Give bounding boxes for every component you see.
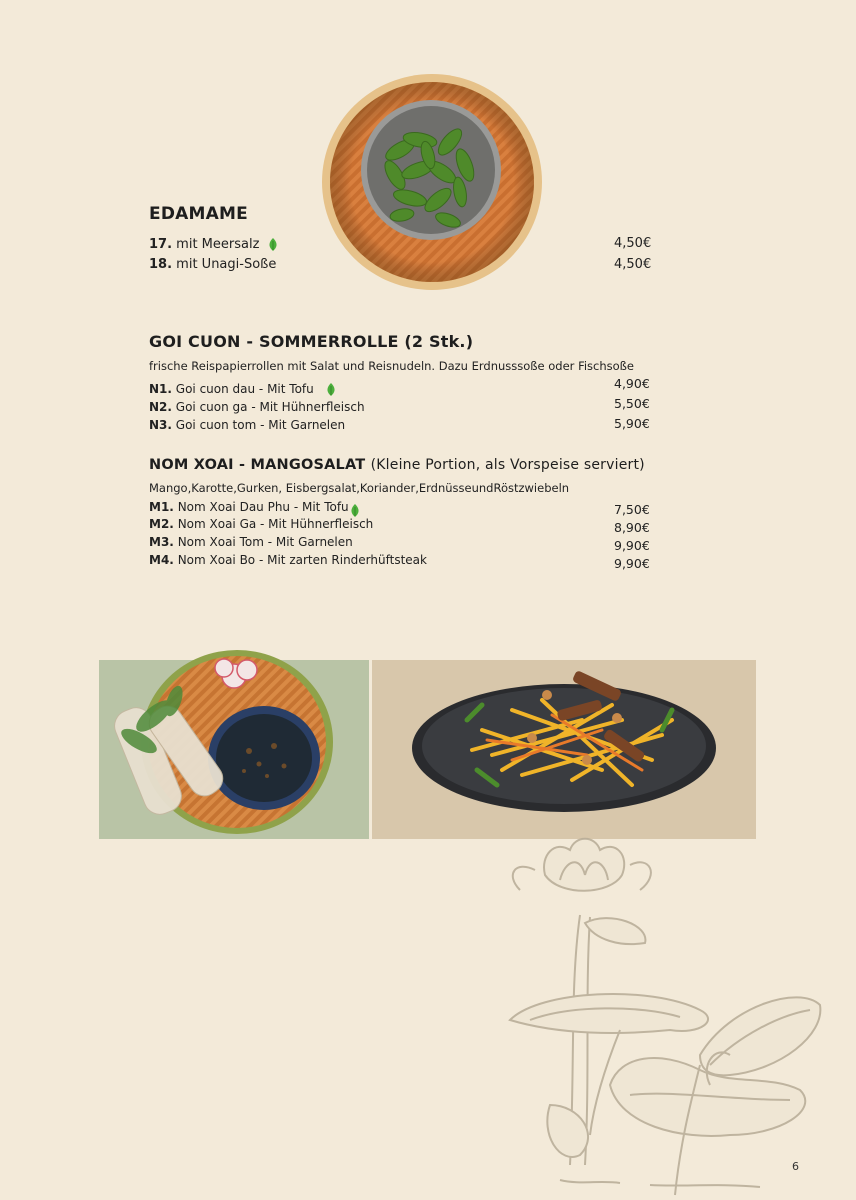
item-number: N2. (149, 400, 172, 414)
page-number: 6 (792, 1160, 799, 1173)
item-name: mit Unagi-Soße (176, 257, 277, 272)
leaf-icon (268, 238, 278, 251)
item-number: M2. (149, 517, 174, 531)
menu-item-17 (149, 237, 278, 252)
menu-item-n3 (149, 418, 345, 432)
item-number: M4. (149, 553, 174, 567)
price-17: 4,50€ (614, 236, 652, 251)
price-m4: 9,90€ (614, 556, 650, 571)
leaf-icon (350, 504, 360, 517)
price-m1: 7,50€ (614, 502, 650, 517)
goi-cuon-heading: GOI CUON - SOMMERROLLE (2 Stk.) (149, 332, 474, 351)
nom-xoai-title: NOM XOAI - MANGOSALAT (149, 457, 366, 473)
item-name: Goi cuon dau - Mit Tofu (175, 382, 314, 396)
price-n3: 5,90€ (614, 416, 650, 431)
edamame-photo (320, 70, 544, 292)
menu-item-m3 (149, 535, 353, 549)
item-name: mit Meersalz (176, 237, 260, 252)
item-number: M3. (149, 535, 174, 549)
edamame-heading: EDAMAME (149, 204, 248, 224)
item-number: M1. (149, 500, 174, 514)
item-name: Nom Xoai Tom - Mit Garnelen (177, 535, 353, 549)
price-n1: 4,90€ (614, 376, 650, 391)
nom-xoai-description: Mango,Karotte,Gurken, Eisbergsalat,Koriander,ErdnüsseundRöstzwiebeln (149, 481, 570, 495)
price-n2: 5,50€ (614, 396, 650, 411)
item-name: Goi cuon ga - Mit Hühnerfleisch (175, 400, 365, 414)
leaf-icon (326, 383, 336, 396)
lotus-decoration (500, 835, 830, 1200)
menu-item-n2 (149, 400, 365, 414)
item-name: Nom Xoai Bo - Mit zarten Rinderhüftsteak (177, 553, 427, 567)
mango-salad-photo (372, 660, 756, 839)
menu-item-m2 (149, 517, 373, 531)
nom-xoai-heading (149, 457, 645, 473)
item-name: Nom Xoai Ga - Mit Hühnerfleisch (177, 517, 374, 531)
price-18: 4,50€ (614, 257, 652, 272)
item-number: 17. (149, 237, 173, 252)
nom-xoai-subtitle: (Kleine Portion, als Vorspeise serviert) (370, 457, 645, 473)
goi-cuon-description: frische Reispapierrollen mit Salat und Reisnudeln. Dazu Erdnusssoße oder Fischsoße (149, 359, 634, 373)
item-number: 18. (149, 257, 173, 272)
spring-rolls-photo (99, 646, 369, 839)
price-m2: 8,90€ (614, 520, 650, 535)
menu-item-m1 (149, 498, 360, 517)
menu-item-m4 (149, 553, 427, 567)
item-number: N3. (149, 418, 172, 432)
menu-item-18 (149, 257, 276, 272)
menu-item-n1 (149, 382, 336, 396)
item-name: Nom Xoai Dau Phu - Mit Tofu (177, 500, 349, 514)
price-m3: 9,90€ (614, 538, 650, 553)
item-number: N1. (149, 382, 172, 396)
item-name: Goi cuon tom - Mit Garnelen (175, 418, 346, 432)
